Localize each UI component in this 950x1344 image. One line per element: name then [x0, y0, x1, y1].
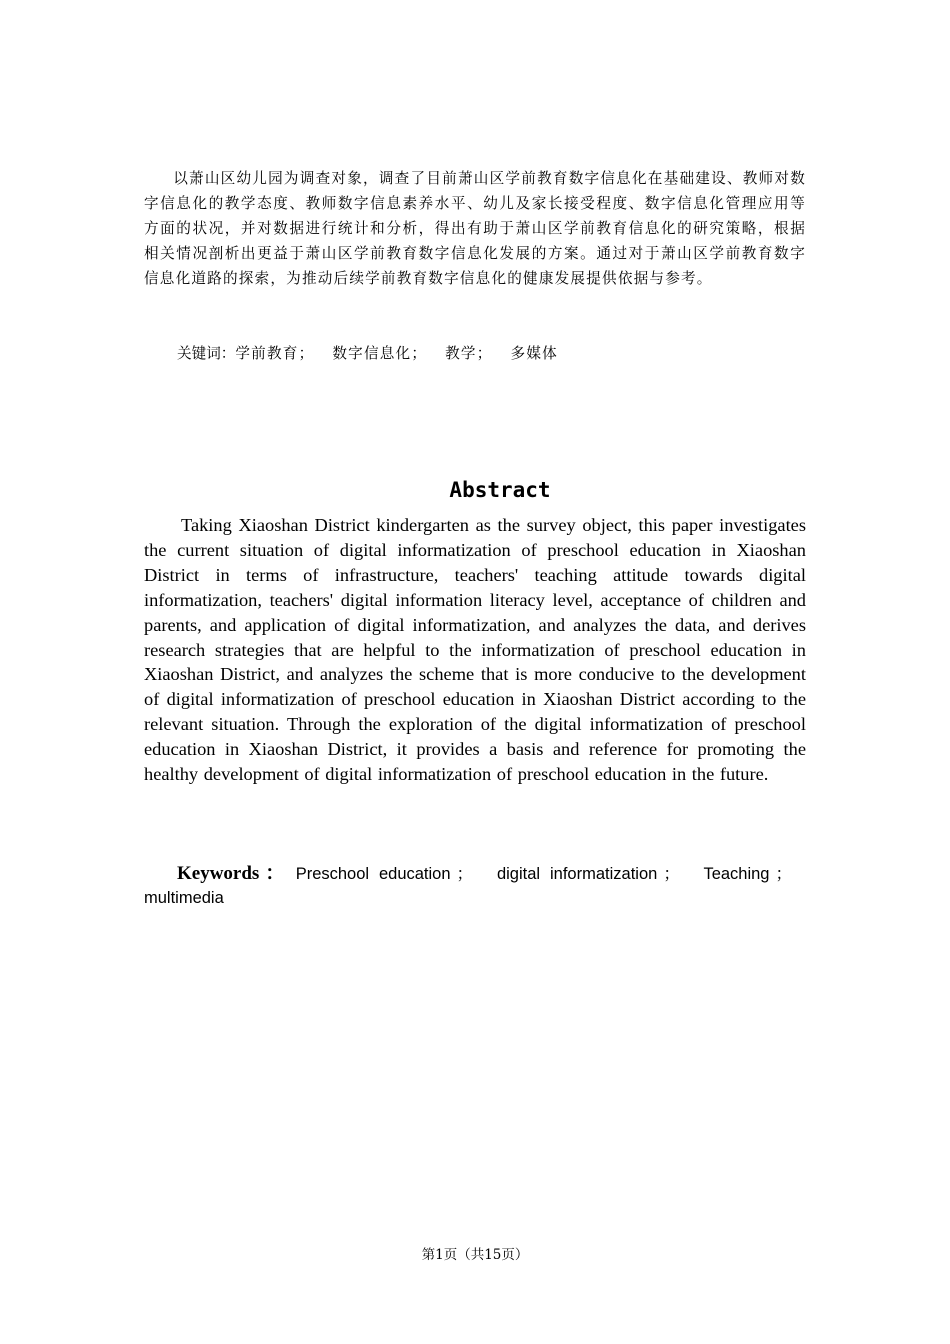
english-keyword: digital informatization: [496, 865, 658, 883]
page-number-footer: 第1页（共15页）: [421, 1247, 529, 1263]
chinese-keywords: [177, 341, 558, 366]
english-keywords: [144, 862, 806, 910]
english-keyword: Preschool education: [295, 865, 451, 883]
english-keywords-label: Keywords ：: [177, 863, 286, 884]
english-abstract: Taking Xiaoshan District kindergarten as the survey object, this paper investigates the current situation of digital informatization of preschool education in Xiaoshan District in terms of infrastructure, teachers' teaching attitude towards digital informatization, teachers' digital information literacy level, acceptance of children and parents, and application of digital informatization, and analyzes the data, and derives research strategies that are helpful to the informatization of preschool education in Xiaoshan District, and analyzes the scheme that is more conducive to the development of digital informatization of preschool education in Xiaoshan District according to the relevant situation. Through the exploration of the digital informatization of preschool education in Xiaoshan District, it provides a basis and reference for promoting the healthy development of digital informatization of preschool education in the future.: [144, 515, 806, 785]
chinese-keywords-label: 关键词：: [177, 345, 236, 362]
keyword-separator: ；: [663, 865, 680, 883]
chinese-keyword: 教学；: [445, 345, 493, 362]
keyword-separator: ；: [456, 865, 474, 883]
keyword-separator: ；: [775, 865, 792, 883]
chinese-keyword: 学前教育；: [235, 345, 315, 362]
chinese-abstract: 以萧山区幼儿园为调查对象，调查了目前萧山区学前教育数字信息化在基础建设、教师对数字信息化的教学态度、教师数字信息素养水平、幼儿及家长接受程度、数字信息化管理应用等方面的状况，并对数据进行统计和分析，得出有助于萧山区学前教育信息化的研究策略，根据相关情况剖析出更益于萧山区学前教育数字信息化发展的方案。通过对于萧山区学前教育数字信息化道路的探索，为推动后续学前教育数字信息化的健康发展提供依据与参考。: [144, 170, 806, 287]
chinese-keyword: 数字信息化；: [332, 345, 428, 362]
chinese-keyword: 多媒体: [510, 345, 558, 362]
english-keyword: multimedia: [144, 889, 224, 907]
english-keyword: Teaching: [703, 865, 770, 883]
abstract-heading: Abstract: [449, 478, 551, 502]
